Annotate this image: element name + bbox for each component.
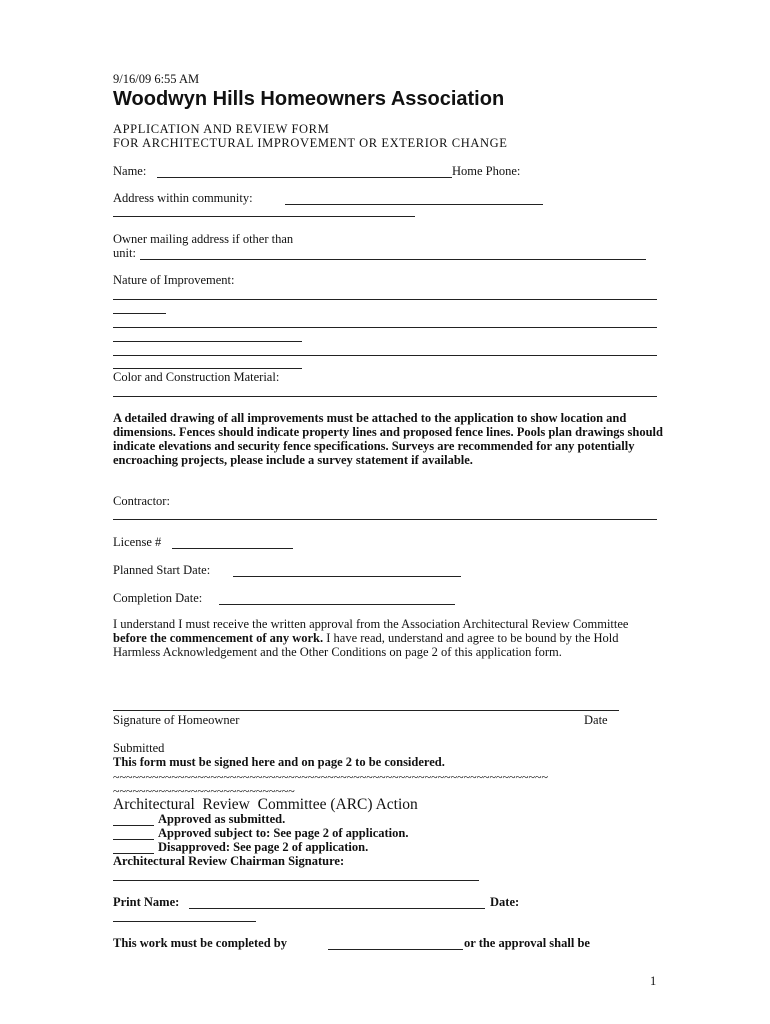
color-material-label: Color and Construction Material: [113, 370, 280, 384]
signature-homeowner-label: Signature of Homeowner [113, 713, 240, 727]
understand-paragraph [113, 617, 665, 659]
tilde-separator-1: ~~~~~~~~~~~~~~~~~~~~~~~~~~~~~~~~~~~~~~~~~~~~~~~~~~~~~~~~~~~~~~~~~~~ [113, 771, 548, 783]
contractor-label: Contractor: [113, 494, 170, 508]
approval-shall-label: or the approval shall be [464, 936, 590, 950]
start-date-line[interactable] [233, 576, 461, 577]
page-number: 1 [650, 974, 657, 988]
nature-line-3[interactable] [113, 327, 657, 328]
nature-line-5[interactable] [113, 355, 657, 356]
owner-mailing-label: Owner mailing address if other than [113, 232, 294, 246]
approved-checkbox-line[interactable] [113, 825, 154, 826]
print-name-label: Print Name: [113, 895, 180, 909]
understand-bold-text: before the commencement of any work. [113, 631, 324, 645]
nature-line-6[interactable] [113, 368, 302, 369]
completion-date-label: Completion Date: [113, 591, 203, 605]
form-title-line-2: FOR ARCHITECTURAL IMPROVEMENT OR EXTERIOR CHANGE [113, 136, 508, 150]
arc-date-line[interactable] [113, 921, 256, 922]
approved-subject-checkbox-line[interactable] [113, 839, 154, 840]
home-phone-label: Home Phone: [452, 164, 521, 178]
arc-action-heading: Architectural Review Committee (ARC) Action [113, 796, 418, 813]
nature-line-2[interactable] [113, 313, 166, 314]
completed-by-line[interactable] [328, 949, 463, 950]
completed-by-label: This work must be completed by [113, 936, 287, 950]
name-label: Name: [113, 164, 147, 178]
chairman-signature-line[interactable] [113, 880, 479, 881]
address-field-line-1[interactable] [285, 204, 543, 205]
tilde-separator-2: ~~~~~~~~~~~~~~~~~~~~~~~~~~~~ [113, 785, 295, 797]
signature-date-label: Date [584, 713, 608, 727]
address-label: Address within community: [113, 191, 253, 205]
nature-line-1[interactable] [113, 299, 657, 300]
approved-label: Approved as submitted. [158, 812, 286, 826]
contractor-line[interactable] [113, 519, 657, 520]
address-field-line-2[interactable] [113, 216, 415, 217]
submitted-label: Submitted [113, 741, 165, 755]
disapproved-label: Disapproved: See page 2 of application. [158, 840, 369, 854]
print-name-line[interactable] [189, 908, 485, 909]
owner-mailing-unit-label: unit: [113, 246, 136, 260]
drawing-notice: A detailed drawing of all improvements must be attached to the application to show location and dimensions. Fences should indicate property lines and proposed fence lines. Pools plan drawings should indicate elevations and security fence specifications. Surveys are recommended for any potentially encroaching projects, please include a survey statement if available. [113, 411, 663, 467]
color-material-line[interactable] [113, 396, 657, 397]
understand-text-2: I have read, understand and agree to be bound by the Hold Harmless Acknowledgement and the Other Conditions on page 2 of this application form. [113, 631, 619, 659]
form-title-line-1: APPLICATION AND REVIEW FORM [113, 122, 330, 136]
chairman-signature-label: Architectural Review Chairman Signature: [113, 854, 345, 868]
must-sign-notice: This form must be signed here and on page 2 to be considered. [113, 755, 445, 769]
license-line[interactable] [172, 548, 293, 549]
license-label: License # [113, 535, 162, 549]
start-date-label: Planned Start Date: [113, 563, 211, 577]
association-title: Woodwyn Hills Homeowners Association [113, 88, 505, 110]
approved-subject-label: Approved subject to: See page 2 of application. [158, 826, 409, 840]
nature-line-4[interactable] [113, 341, 302, 342]
signature-line[interactable] [113, 710, 619, 711]
arc-date-label: Date: [490, 895, 520, 909]
nature-label: Nature of Improvement: [113, 273, 235, 287]
timestamp: 9/16/09 6:55 AM [113, 72, 200, 86]
completion-date-line[interactable] [219, 604, 455, 605]
understand-text-1: I understand I must receive the written approval from the Association Architectural Review Committee [113, 617, 629, 631]
owner-mailing-field-line[interactable] [140, 259, 646, 260]
name-field-line[interactable] [157, 177, 452, 178]
